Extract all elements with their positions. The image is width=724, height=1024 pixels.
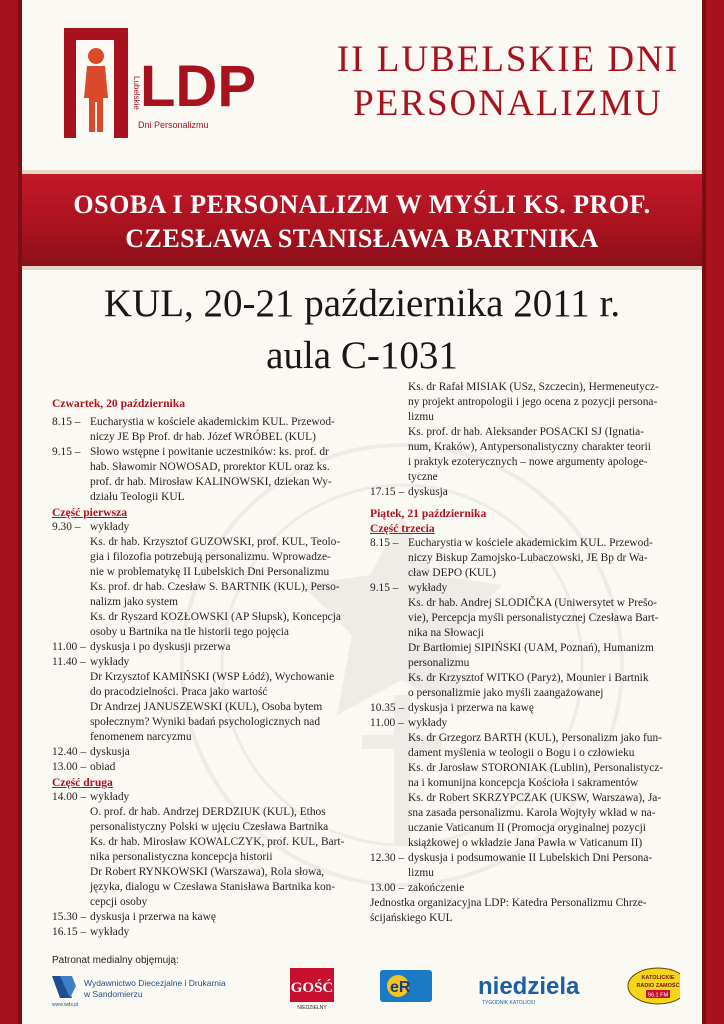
text-line: O. prof. dr hab. Andrzej DERDZIUK (KUL), Ethos	[90, 806, 326, 818]
time: 16.15 –	[52, 926, 87, 938]
text-line: sna zasada personalizmu. Karola Wojtyły wkład w na-	[408, 807, 656, 819]
text-line: Ks. dr hab. Andrej SLODIČKA (Uniwersytet w Prešo-	[408, 597, 657, 609]
lecture-list	[370, 380, 680, 485]
wds-logo	[52, 976, 226, 1008]
text-line: Eucharystia w kościele akademickim KUL. Przewod-	[90, 416, 335, 428]
text-line: fenomenem narcyzmu	[90, 731, 192, 743]
time: 9.15 –	[370, 582, 399, 594]
text-line: wykłady	[90, 521, 130, 533]
schedule-item	[370, 701, 680, 716]
text-line: działu Teologii KUL	[90, 491, 185, 503]
lecture-list	[370, 596, 680, 701]
text-line: vie), Percepcja myśli personalistycznej Czesława Bart-	[408, 612, 659, 624]
right-border	[702, 0, 724, 1024]
subtitle	[22, 188, 702, 256]
text-line: Eucharystia w kościele akademickim KUL. Przewod-	[408, 537, 653, 549]
lecture-list	[52, 670, 362, 745]
time: 11.00 –	[52, 641, 86, 653]
event-room: aula C-1031	[266, 334, 458, 377]
niedziela-logo	[478, 973, 580, 1006]
time: 11.00 –	[370, 717, 404, 729]
text-line: dyskusja	[90, 746, 130, 758]
text-line: Dr Robert RYNKOWSKI (Warszawa), Rola słowa,	[90, 866, 325, 878]
subtitle-line-1: OSOBA I PERSONALIZM W MYŚLI KS. PROF.	[73, 190, 651, 219]
radio-er-logo	[380, 970, 432, 1002]
text-line: dyskusja i przerwa na kawę	[408, 702, 534, 714]
text-line: num, Kraków), Antypersonalistyczny charakter teorii	[408, 441, 651, 453]
text-line: książkowej o wkładzie Jana Pawła w Vaticanum II)	[408, 837, 643, 849]
schedule-item	[52, 925, 362, 940]
schedule-item	[370, 716, 680, 731]
poster	[22, 0, 702, 1024]
time: 15.30 –	[52, 911, 87, 923]
text-line: wykłady	[90, 656, 130, 668]
time: 13.00 –	[370, 882, 405, 894]
main-title	[298, 38, 718, 126]
text-line: cław DEPO (KUL)	[408, 567, 496, 579]
text-line: Ks. dr Grzegorz BARTH (KUL), Personalizm jako fun-	[408, 732, 662, 744]
radio-line1: KATOLICKIE	[641, 975, 675, 981]
text-line: wykłady	[408, 582, 448, 594]
text-line: Ks. prof. dr hab. Czesław S. BARTNIK (KUL), Perso-	[90, 581, 340, 593]
text-line: tyczne	[408, 471, 438, 483]
text-line: gia i filozofia potrzebują personalizmu. Wprowadze-	[90, 551, 331, 563]
schedule-item	[52, 910, 362, 925]
title-line-2: PERSONALIZMU	[353, 83, 663, 124]
time: 11.40 –	[52, 656, 86, 668]
text-line: Ks. dr hab. Mirosław KOWALCZYK, prof. KUL, Bart-	[90, 836, 345, 848]
schedule-item	[52, 790, 362, 805]
text-line: Ks. prof. dr hab. Aleksander POSACKI SJ (Ignatia-	[408, 426, 645, 438]
day2-heading: Piątek, 21 października	[370, 507, 487, 520]
gosc-title: GOŚĆ	[290, 980, 334, 996]
text-line: lizmu	[408, 867, 434, 879]
text-line: o personalizmie jako myśli zaangażowanej	[408, 687, 604, 699]
text-line: obiad	[90, 761, 116, 773]
text-line: języka, dialogu w Czesława Stanisława Bartnika kon-	[90, 881, 336, 893]
text-line: nika personalistyczna koncepcja historii	[90, 851, 273, 863]
text-line: do pracodzielności. Praca jako wartość	[90, 686, 268, 698]
subtitle-line-2: CZESŁAWA STANISŁAWA BARTNIKA	[125, 224, 599, 253]
wds-url: www.wds.pl	[52, 1002, 79, 1008]
text-line: wykłady	[90, 926, 130, 938]
text-line: społecznym? Wyniki badań psychologicznych nad	[90, 716, 321, 728]
text-line: Jednostka organizacyjna LDP: Katedra Personalizmu Chrze-	[370, 897, 647, 909]
text-line: Dr Andrzej JANUSZEWSKI (KUL), Osoba bytem	[90, 701, 323, 713]
text-line: niczy Biskup Zamojsko-Lubaczowski, JE Bp dr Wa-	[408, 552, 648, 564]
text-line: prof. dr hab. Mirosław KALINOWSKI, dziekan Wy-	[90, 476, 332, 488]
schedule-item	[370, 536, 680, 581]
wds-city: w Sandomierzu	[84, 989, 143, 999]
schedule-item	[52, 640, 362, 655]
er-text: eR	[390, 979, 411, 996]
event-date-location	[22, 278, 702, 382]
time: 9.15 –	[52, 446, 81, 458]
text-line: dyskusja i przerwa na kawę	[90, 911, 216, 923]
radio-zamosc-logo	[628, 968, 680, 1004]
logo-subtext: Dni Personalizmu	[138, 120, 209, 130]
text-line: Ks. dr Robert SKRZYPCZAK (UKSW, Warszawa), Ja-	[408, 792, 662, 804]
text-line: nika na Słowacji	[408, 627, 484, 639]
text-line: ny projekt antropologii i jego ocena z pozycji persona-	[408, 396, 658, 408]
text-line: dyskusja i po dyskusji przerwa	[90, 641, 231, 653]
media-patron-label: Patronat medialny objęmują:	[52, 955, 179, 966]
time: 17.15 –	[370, 486, 405, 498]
text-line: personalistyczny Polski w ujęciu Czesława Bartnika	[90, 821, 329, 833]
text-line: osoby u Bartnika na tle historii tego pojęcia	[90, 626, 289, 638]
schedule-item	[52, 760, 362, 775]
schedule-item	[52, 655, 362, 670]
part2-heading: Część druga	[52, 776, 113, 789]
program-day1	[52, 396, 362, 940]
radio-frequency: 96.1 FM	[647, 992, 669, 999]
text-line: wykłady	[408, 717, 448, 729]
event-date: KUL, 20-21 października 2011 r.	[103, 282, 621, 325]
schedule-item	[52, 520, 362, 535]
text-line: Ks. dr Ryszard KOZŁOWSKI (AP Słupsk), Koncepcja	[90, 611, 341, 623]
text-line: nie w problematykę II Lubelskich Dni Personalizmu	[90, 566, 330, 578]
niedziela-title: niedziela	[478, 973, 580, 1000]
part1-heading: Część pierwsza	[52, 506, 128, 519]
media-patrons	[40, 962, 680, 1012]
ldp-logo	[54, 28, 284, 138]
text-line: ścijańskiego KUL	[370, 912, 453, 924]
day1-heading: Czwartek, 20 października	[52, 397, 185, 410]
gosc-subtitle: NIEDZIELNY	[297, 1005, 327, 1011]
time: 13.00 –	[52, 761, 87, 773]
text-line: uczanie Vaticanum II (Promocja oryginalnej pozycji	[408, 822, 646, 834]
text-line: cepcji osoby	[90, 896, 148, 908]
text-line: niczy JE Bp Prof. dr hab. Józef WRÓBEL (KUL)	[90, 431, 316, 443]
schedule-item	[370, 851, 680, 881]
person-silhouette-icon	[84, 48, 108, 132]
time: 8.15 –	[52, 416, 81, 428]
gosc-niedzielny-logo	[290, 968, 334, 1011]
program-day2	[370, 380, 680, 926]
schedule-item	[52, 745, 362, 760]
text-line: Ks. dr Krzysztof WITKO (Paryż), Mounier i Bartnik	[408, 672, 649, 684]
schedule-item	[52, 415, 362, 445]
text-line: dyskusja i podsumowanie II Lubelskich Dni Persona-	[408, 852, 653, 864]
time: 12.30 –	[370, 852, 405, 864]
lecture-list	[370, 731, 680, 851]
text-line: Ks. dr Rafał MISIAK (USz, Szczecin), Hermeneutycz-	[408, 381, 659, 393]
schedule-item	[52, 445, 362, 505]
text-line: Ks. dr Jarosław STORONIAK (Lublin), Personalistycz-	[408, 762, 664, 774]
text-line: personalizmu	[408, 657, 470, 669]
niedziela-subtitle: TYGODNIK KATOLICKI	[482, 1000, 536, 1006]
text-line: nalizm jako system	[90, 596, 178, 608]
text-line: Ks. dr hab. Krzysztof GUZOWSKI, prof. KUL, Teolo-	[90, 536, 341, 548]
text-line: Dr Krzysztof KAMIŃSKI (WSP Łódź), Wychowanie	[90, 671, 335, 683]
part3-heading: Część trzecia	[370, 522, 435, 535]
schedule-item	[370, 581, 680, 596]
title-line-1: II LUBELSKIE DNI	[336, 39, 680, 80]
organizer-note	[370, 896, 680, 926]
text-line: dament myślenia w teologii o Bogu i o człowieku	[408, 747, 635, 759]
schedule-item	[370, 485, 680, 500]
time: 14.00 –	[52, 791, 87, 803]
text-line: dyskusja	[408, 486, 448, 498]
time: 12.40 –	[52, 746, 87, 758]
logo-letters: LDP	[140, 54, 256, 119]
time: 8.15 –	[370, 537, 399, 549]
text-line: i praktyk ezoterycznych – nowe argumenty apologe-	[408, 456, 648, 468]
text-line: hab. Sławomir NOWOSAD, prorektor KUL oraz ks.	[90, 461, 330, 473]
text-line: Dr Bartłomiej SIPIŃSKI (UAM, Poznań), Humanizm	[408, 642, 654, 654]
time: 9.30 –	[52, 521, 81, 533]
time: 10.35 –	[370, 702, 405, 714]
text-line: Słowo wstępne i powitanie uczestników: ks. prof. dr	[90, 446, 329, 458]
schedule-item	[370, 881, 680, 896]
lecture-list	[52, 805, 362, 910]
logo-vertical-text: Lubelskie	[132, 76, 141, 110]
wds-name: Wydawnictwo Diecezjalne i Drukarnia	[84, 978, 226, 988]
text-line: na i komunijna koncepcja Kościoła i sakramentów	[408, 777, 639, 789]
lecture-list	[52, 535, 362, 640]
text-line: lizmu	[408, 411, 434, 423]
left-border	[0, 0, 22, 1024]
text-line: zakończenie	[408, 882, 465, 894]
radio-line2: RADIO ZAMOŚĆ	[636, 983, 680, 989]
text-line: wykłady	[90, 791, 130, 803]
